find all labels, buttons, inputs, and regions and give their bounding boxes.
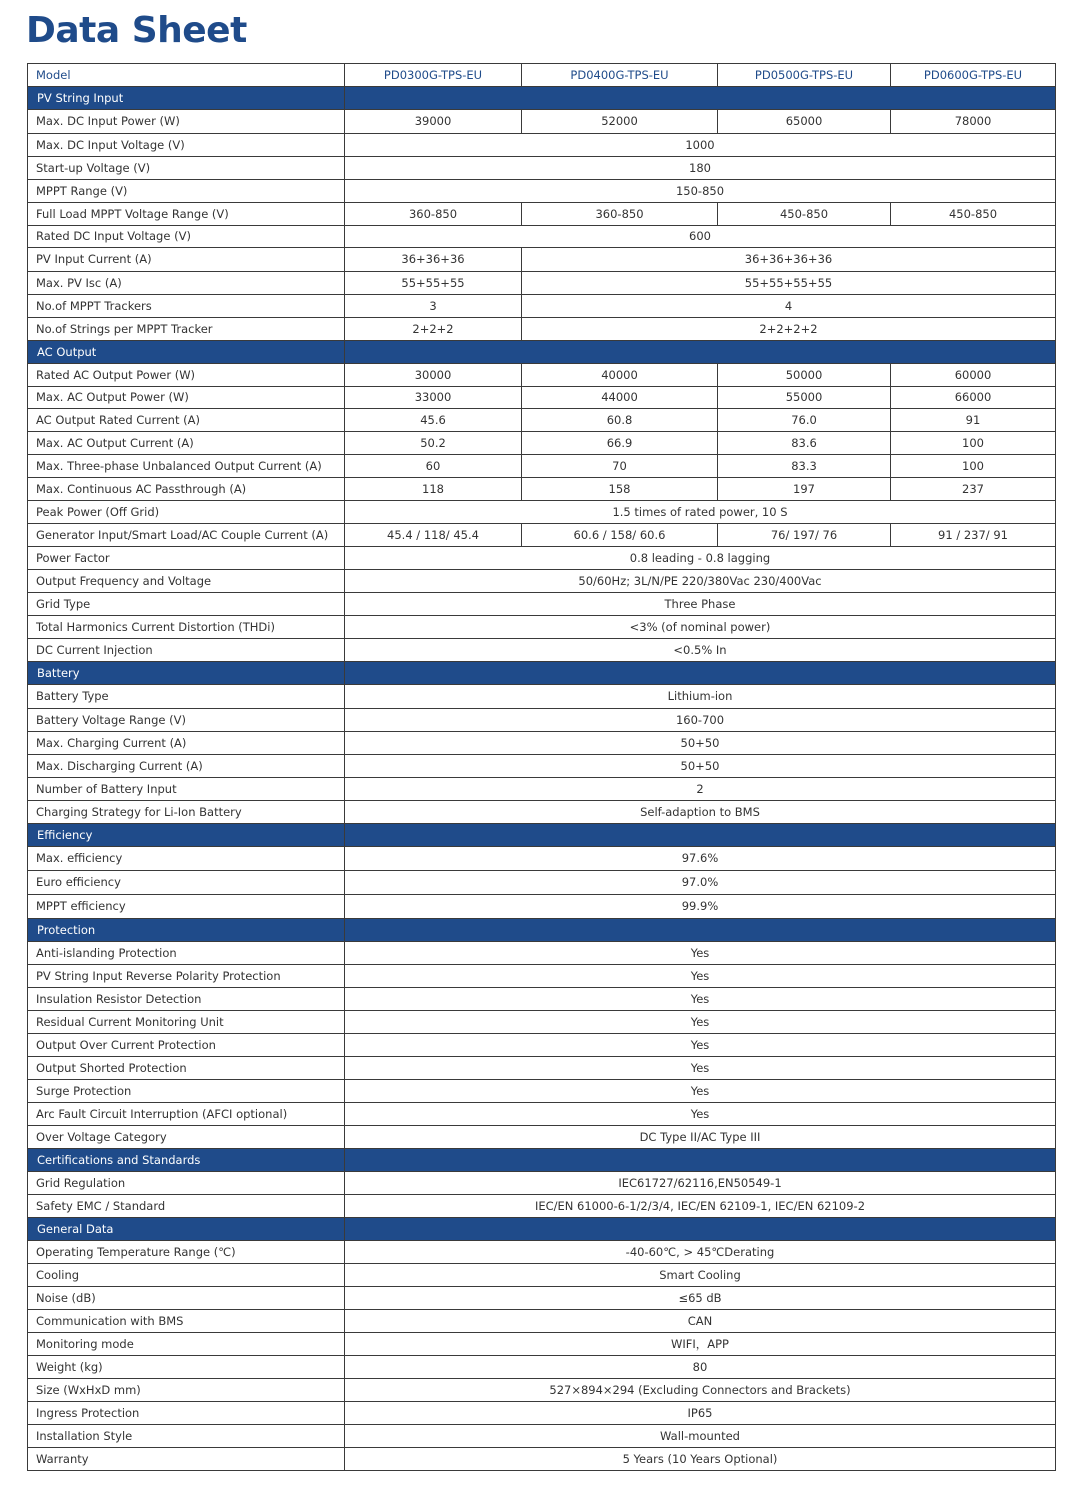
table-row — [28, 1034, 1056, 1057]
row-label: Generator Input/Smart Load/AC Couple Current (A) — [28, 524, 345, 547]
table-row — [28, 478, 1056, 501]
section-title: AC Output — [28, 341, 345, 364]
row-value: 100 — [891, 455, 1056, 478]
row-label: DC Current Injection — [28, 639, 345, 662]
table-row — [28, 1172, 1056, 1195]
table-row — [28, 203, 1056, 226]
row-label: Max. Continuous AC Passthrough (A) — [28, 478, 345, 501]
table-row — [28, 1241, 1056, 1264]
row-value: Wall-mounted — [345, 1425, 1056, 1448]
table-row — [28, 248, 1056, 272]
row-value: 45.4 / 118/ 45.4 — [345, 524, 522, 547]
row-value: 5 Years (10 Years Optional) — [345, 1448, 1056, 1471]
section-header — [28, 919, 1056, 942]
section-fill — [345, 341, 1056, 364]
row-value: IEC/EN 61000-6-1/2/3/4, IEC/EN 62109-1, IEC/EN 62109-2 — [345, 1195, 1056, 1218]
row-value: Yes — [345, 1080, 1056, 1103]
row-value: 2+2+2 — [345, 318, 522, 341]
row-label: Output Shorted Protection — [28, 1057, 345, 1080]
row-value: Yes — [345, 965, 1056, 988]
row-value: 158 — [522, 478, 718, 501]
row-label: Monitoring mode — [28, 1333, 345, 1356]
row-value: 60.6 / 158/ 60.6 — [522, 524, 718, 547]
table-row — [28, 1264, 1056, 1287]
row-value: 1000 — [345, 134, 1056, 157]
row-value: 50.2 — [345, 432, 522, 455]
table-row — [28, 295, 1056, 318]
row-label: Number of Battery Input — [28, 778, 345, 801]
row-label: Noise (dB) — [28, 1287, 345, 1310]
row-value: Lithium-ion — [345, 685, 1056, 709]
table-row — [28, 547, 1056, 570]
row-value: 150-850 — [345, 180, 1056, 203]
row-label: Size (WxHxD mm) — [28, 1379, 345, 1402]
row-value: 76/ 197/ 76 — [718, 524, 891, 547]
table-row — [28, 1057, 1056, 1080]
model-name: PD0500G-TPS-EU — [718, 64, 891, 87]
section-title: Efficiency — [28, 824, 345, 847]
table-row — [28, 988, 1056, 1011]
row-value: 527×894×294 (Excluding Connectors and Brackets) — [345, 1379, 1056, 1402]
row-value: 91 / 237/ 91 — [891, 524, 1056, 547]
row-label: Max. PV Isc (A) — [28, 272, 345, 295]
row-value: -40-60℃, > 45℃Derating — [345, 1241, 1056, 1264]
row-label: Residual Current Monitoring Unit — [28, 1011, 345, 1034]
table-row — [28, 801, 1056, 824]
row-label: Anti-islanding Protection — [28, 942, 345, 965]
table-row — [28, 847, 1056, 871]
table-row — [28, 570, 1056, 593]
row-label: Battery Voltage Range (V) — [28, 709, 345, 732]
row-value: CAN — [345, 1310, 1056, 1333]
table-row — [28, 639, 1056, 662]
row-value: 50000 — [718, 364, 891, 387]
row-value: Yes — [345, 1057, 1056, 1080]
row-label: PV String Input Reverse Polarity Protection — [28, 965, 345, 988]
row-value: 360-850 — [522, 203, 718, 226]
row-value: 33000 — [345, 387, 522, 409]
row-value: 60 — [345, 455, 522, 478]
row-value: 360-850 — [345, 203, 522, 226]
row-value: 70 — [522, 455, 718, 478]
table-row — [28, 524, 1056, 547]
row-label: Euro efficiency — [28, 871, 345, 895]
model-name: PD0400G-TPS-EU — [522, 64, 718, 87]
model-label: Model — [28, 64, 345, 87]
row-label: Max. DC Input Power (W) — [28, 110, 345, 134]
row-value: 4 — [522, 295, 1056, 318]
row-value: 50+50 — [345, 755, 1056, 778]
table-row — [28, 134, 1056, 157]
section-title: Battery — [28, 662, 345, 685]
row-value: 1.5 times of rated power, 10 S — [345, 501, 1056, 524]
section-title: PV String Input — [28, 87, 345, 110]
row-value: 39000 — [345, 110, 522, 134]
row-label: No.of Strings per MPPT Tracker — [28, 318, 345, 341]
table-row — [28, 1402, 1056, 1425]
row-value: 50/60Hz; 3L/N/PE 220/380Vac 230/400Vac — [345, 570, 1056, 593]
row-label: No.of MPPT Trackers — [28, 295, 345, 318]
row-value: 160-700 — [345, 709, 1056, 732]
table-row — [28, 1195, 1056, 1218]
table-row — [28, 895, 1056, 919]
row-value: ≤65 dB — [345, 1287, 1056, 1310]
page-title: Data Sheet — [26, 10, 247, 51]
row-value: 197 — [718, 478, 891, 501]
row-value: WIFI，APP — [345, 1333, 1056, 1356]
section-header — [28, 1149, 1056, 1172]
table-row — [28, 1310, 1056, 1333]
row-label: Operating Temperature Range (℃) — [28, 1241, 345, 1264]
row-value: 55000 — [718, 387, 891, 409]
row-value: 237 — [891, 478, 1056, 501]
row-label: Full Load MPPT Voltage Range (V) — [28, 203, 345, 226]
row-value: Yes — [345, 1011, 1056, 1034]
table-row — [28, 1103, 1056, 1126]
table-row — [28, 1379, 1056, 1402]
row-value: Yes — [345, 942, 1056, 965]
row-label: Battery Type — [28, 685, 345, 709]
table-row — [28, 387, 1056, 409]
table-row — [28, 593, 1056, 616]
table-row — [28, 110, 1056, 134]
row-value: 99.9% — [345, 895, 1056, 919]
model-name: PD0300G-TPS-EU — [345, 64, 522, 87]
row-value: 45.6 — [345, 409, 522, 432]
table-row — [28, 942, 1056, 965]
row-label: Rated AC Output Power (W) — [28, 364, 345, 387]
model-name: PD0600G-TPS-EU — [891, 64, 1056, 87]
row-value: IEC61727/62116,EN50549-1 — [345, 1172, 1056, 1195]
row-label: Max. Three-phase Unbalanced Output Current (A) — [28, 455, 345, 478]
table-row — [28, 157, 1056, 180]
table-row — [28, 226, 1056, 248]
row-value: Yes — [345, 1034, 1056, 1057]
row-value: <3% (of nominal power) — [345, 616, 1056, 639]
row-label: Cooling — [28, 1264, 345, 1287]
table-row — [28, 455, 1056, 478]
row-label: Installation Style — [28, 1425, 345, 1448]
table-row — [28, 432, 1056, 455]
section-header — [28, 87, 1056, 110]
table-row — [28, 871, 1056, 895]
table-row — [28, 364, 1056, 387]
row-value: 36+36+36+36 — [522, 248, 1056, 272]
row-label: Over Voltage Category — [28, 1126, 345, 1149]
table-row — [28, 1011, 1056, 1034]
table-row — [28, 1425, 1056, 1448]
row-label: Arc Fault Circuit Interruption (AFCI optional) — [28, 1103, 345, 1126]
row-label: MPPT efficiency — [28, 895, 345, 919]
row-value: 0.8 leading - 0.8 lagging — [345, 547, 1056, 570]
row-label: Start-up Voltage (V) — [28, 157, 345, 180]
section-fill — [345, 824, 1056, 847]
row-value: 60000 — [891, 364, 1056, 387]
table-row — [28, 409, 1056, 432]
table-row — [28, 180, 1056, 203]
table-row — [28, 709, 1056, 732]
table-row — [28, 1356, 1056, 1379]
section-fill — [345, 919, 1056, 942]
row-label: Grid Regulation — [28, 1172, 345, 1195]
row-value: 600 — [345, 226, 1056, 248]
table-row — [28, 1080, 1056, 1103]
table-row — [28, 501, 1056, 524]
row-value: 3 — [345, 295, 522, 318]
row-value: Smart Cooling — [345, 1264, 1056, 1287]
row-value: 60.8 — [522, 409, 718, 432]
table-row — [28, 685, 1056, 709]
row-label: Ingress Protection — [28, 1402, 345, 1425]
row-value: 97.0% — [345, 871, 1056, 895]
row-label: Weight (kg) — [28, 1356, 345, 1379]
row-value: 50+50 — [345, 732, 1056, 755]
row-label: Power Factor — [28, 547, 345, 570]
row-value: Three Phase — [345, 593, 1056, 616]
section-title: Certifications and Standards — [28, 1149, 345, 1172]
row-value: 66000 — [891, 387, 1056, 409]
table-row — [28, 965, 1056, 988]
table-row — [28, 1448, 1056, 1471]
row-label: Output Over Current Protection — [28, 1034, 345, 1057]
table-row — [28, 755, 1056, 778]
row-label: Communication with BMS — [28, 1310, 345, 1333]
row-value: 83.6 — [718, 432, 891, 455]
row-label: Charging Strategy for Li-Ion Battery — [28, 801, 345, 824]
table-row — [28, 778, 1056, 801]
row-value: 66.9 — [522, 432, 718, 455]
table-row — [28, 1333, 1056, 1356]
row-value: 2+2+2+2 — [522, 318, 1056, 341]
row-value: 450-850 — [718, 203, 891, 226]
table-row — [28, 1287, 1056, 1310]
table-row — [28, 732, 1056, 755]
section-fill — [345, 1218, 1056, 1241]
row-value: 83.3 — [718, 455, 891, 478]
row-label: Rated DC Input Voltage (V) — [28, 226, 345, 248]
row-value: 40000 — [522, 364, 718, 387]
row-value: 91 — [891, 409, 1056, 432]
row-value: 76.0 — [718, 409, 891, 432]
row-value: 80 — [345, 1356, 1056, 1379]
row-value: 100 — [891, 432, 1056, 455]
table-row — [28, 616, 1056, 639]
table-row — [28, 272, 1056, 295]
section-fill — [345, 662, 1056, 685]
row-label: Peak Power (Off Grid) — [28, 501, 345, 524]
row-value: DC Type II/AC Type III — [345, 1126, 1056, 1149]
section-header — [28, 824, 1056, 847]
row-label: AC Output Rated Current (A) — [28, 409, 345, 432]
row-value: 118 — [345, 478, 522, 501]
row-value: 180 — [345, 157, 1056, 180]
section-fill — [345, 87, 1056, 110]
row-value: Yes — [345, 1103, 1056, 1126]
section-header — [28, 341, 1056, 364]
row-value: 2 — [345, 778, 1056, 801]
row-label: Total Harmonics Current Distortion (THDi) — [28, 616, 345, 639]
row-label: Max. AC Output Current (A) — [28, 432, 345, 455]
row-value: 78000 — [891, 110, 1056, 134]
row-value: 97.6% — [345, 847, 1056, 871]
row-value: IP65 — [345, 1402, 1056, 1425]
row-value: 55+55+55 — [345, 272, 522, 295]
header-row — [28, 64, 1056, 87]
row-label: Max. DC Input Voltage (V) — [28, 134, 345, 157]
row-value: <0.5% In — [345, 639, 1056, 662]
row-value: 36+36+36 — [345, 248, 522, 272]
row-value: 450-850 — [891, 203, 1056, 226]
row-value: 65000 — [718, 110, 891, 134]
table-row — [28, 318, 1056, 341]
row-label: PV Input Current (A) — [28, 248, 345, 272]
section-fill — [345, 1149, 1056, 1172]
row-label: Grid Type — [28, 593, 345, 616]
row-value: Yes — [345, 988, 1056, 1011]
section-title: Protection — [28, 919, 345, 942]
section-header — [28, 1218, 1056, 1241]
row-label: Insulation Resistor Detection — [28, 988, 345, 1011]
row-label: Max. AC Output Power (W) — [28, 387, 345, 409]
table-row — [28, 1126, 1056, 1149]
row-value: 55+55+55+55 — [522, 272, 1056, 295]
row-label: Safety EMC / Standard — [28, 1195, 345, 1218]
row-label: MPPT Range (V) — [28, 180, 345, 203]
row-label: Warranty — [28, 1448, 345, 1471]
row-value: 30000 — [345, 364, 522, 387]
section-title: General Data — [28, 1218, 345, 1241]
row-label: Max. efficiency — [28, 847, 345, 871]
row-label: Max. Discharging Current (A) — [28, 755, 345, 778]
section-header — [28, 662, 1056, 685]
row-value: 44000 — [522, 387, 718, 409]
row-label: Max. Charging Current (A) — [28, 732, 345, 755]
row-value: Self-adaption to BMS — [345, 801, 1056, 824]
datasheet-table — [27, 63, 1056, 1471]
row-label: Output Frequency and Voltage — [28, 570, 345, 593]
row-label: Surge Protection — [28, 1080, 345, 1103]
row-value: 52000 — [522, 110, 718, 134]
